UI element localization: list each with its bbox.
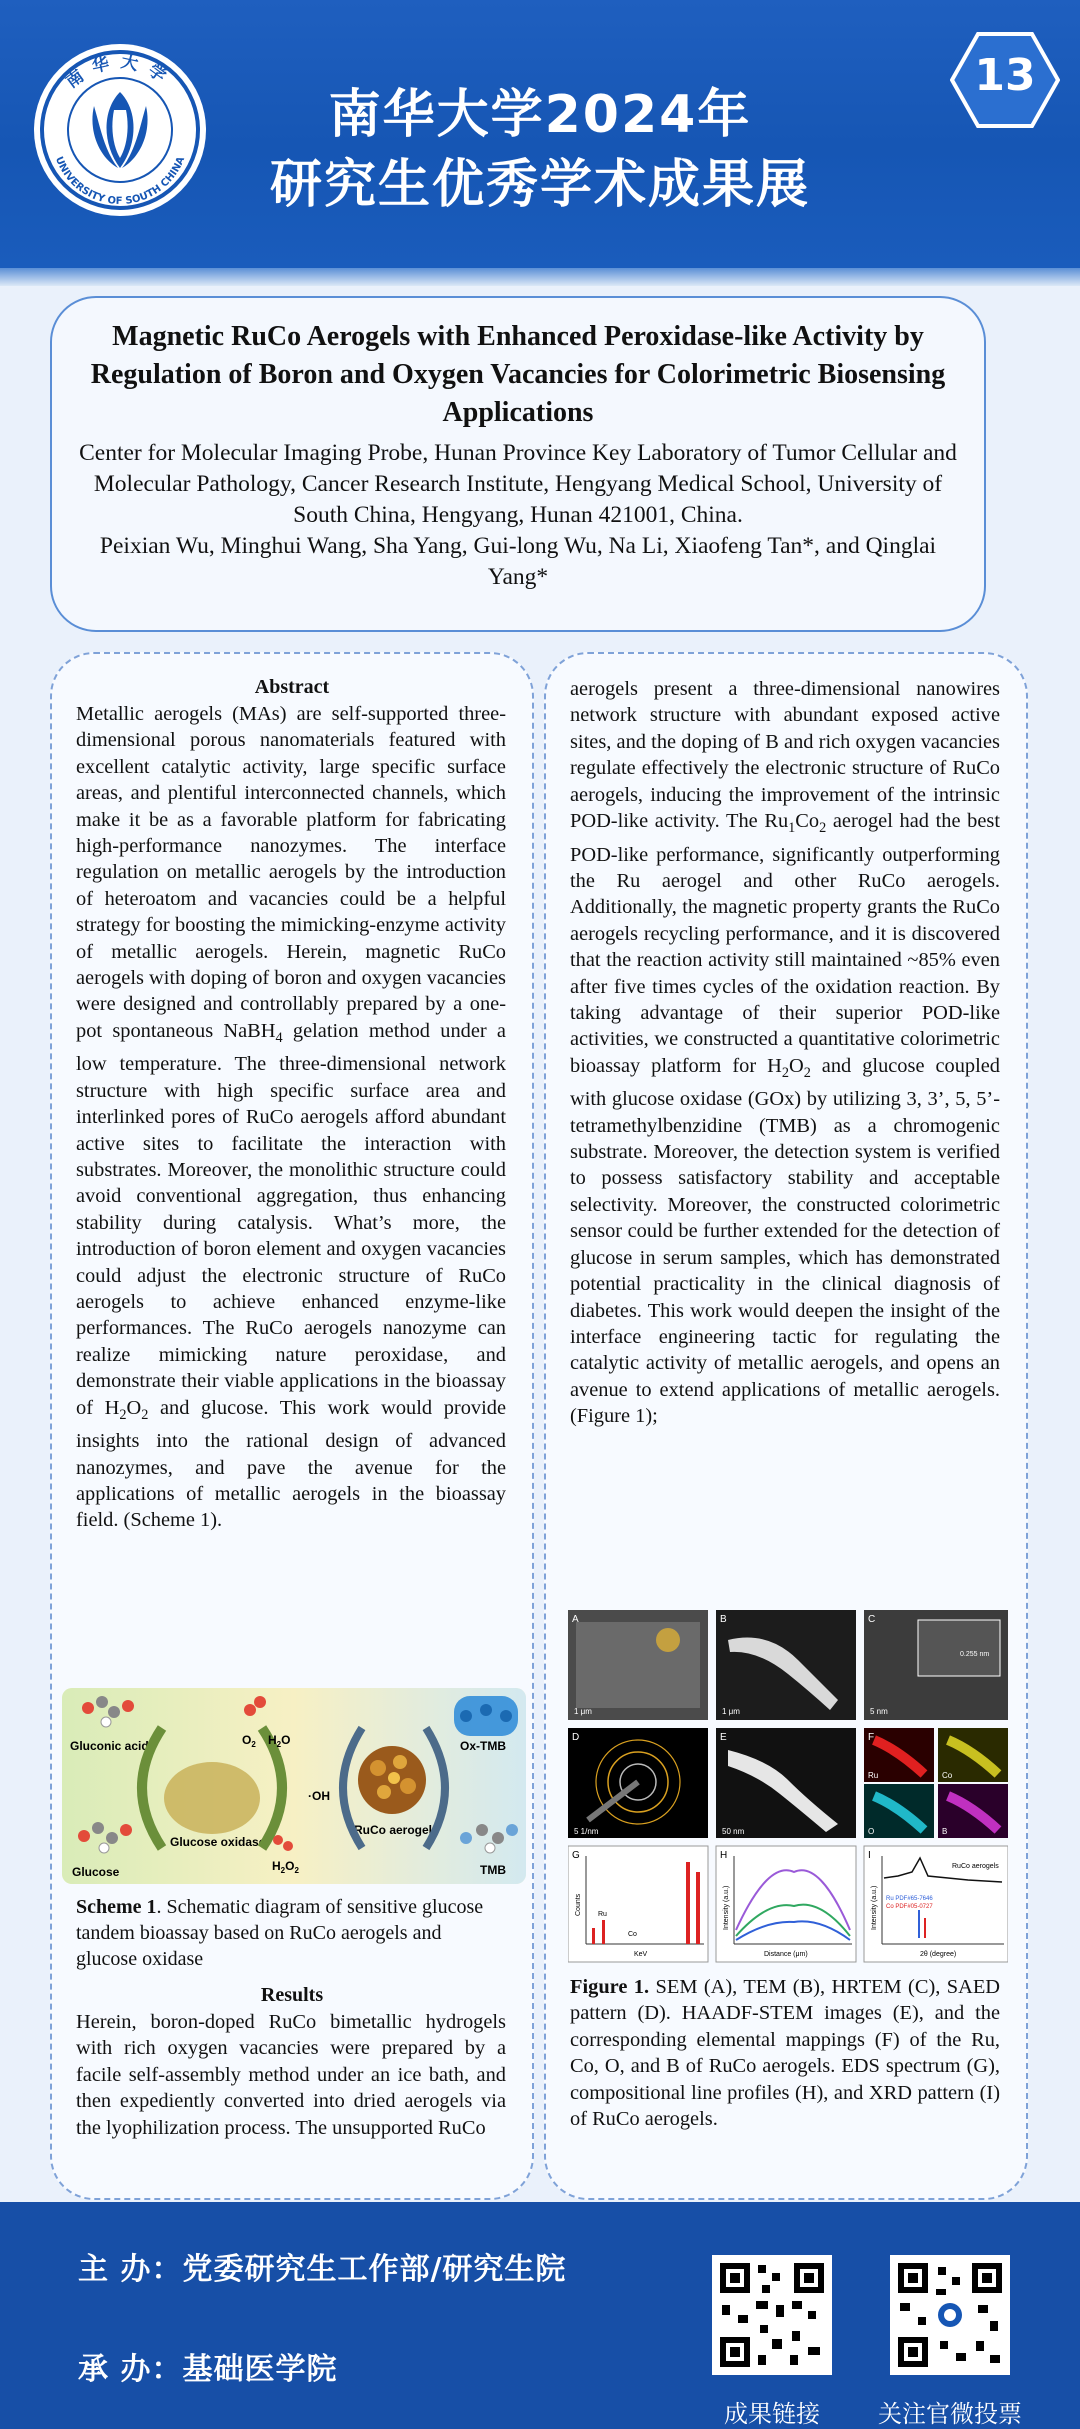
panel-d-scale: 5 1/nm bbox=[574, 1827, 599, 1836]
header-divider bbox=[0, 268, 1080, 286]
panel-b-label: B bbox=[720, 1614, 727, 1625]
panel-g-label: G bbox=[572, 1850, 580, 1861]
xrd-ref-ru: Ru PDF#65-7646 bbox=[886, 1896, 933, 1902]
panel-c-label: C bbox=[868, 1614, 876, 1625]
eds-peak-ru: Ru bbox=[598, 1911, 607, 1918]
results-heading: Results bbox=[260, 1984, 324, 2006]
left-column bbox=[50, 652, 534, 2200]
map-o-label: O bbox=[868, 1827, 875, 1836]
scheme-1-diagram bbox=[62, 1688, 526, 1884]
poster-number: 13 bbox=[974, 50, 1036, 101]
panel-i-label: I bbox=[868, 1850, 871, 1861]
right-column bbox=[544, 652, 1028, 2200]
map-ru-label: Ru bbox=[868, 1771, 879, 1780]
exhibition-title-line2: 研究生优秀学术成果展 bbox=[269, 155, 810, 215]
ox-tmb-molecule bbox=[454, 1696, 518, 1736]
results-text: Herein, boron-doped RuCo bimetallic hydrogels with rich oxygen vacancies were prepared by a facile self-assembly method under an ice bath, and then expediently converted into dried aerogels via the lyophilization process. The unsupported RuCo bbox=[76, 2011, 506, 2139]
paper-authors: Peixian Wu, Minghui Wang, Sha Yang, Gui-long Wu, Na Li, Xiaofeng Tan*, and Qinglai Yang* bbox=[99, 533, 937, 590]
figure-1-caption: Figure 1. SEM (A), TEM (B), HRTEM (C), SAED pattern (D). HAADF-STEM images (E), and the corresponding elemental mappings (F) of the Ru, Co, O, and B of RuCo aerogels. EDS spectrum (G), compositional line profiles (H), and XRD pattern (I) of RuCo aerogels. bbox=[570, 1976, 1000, 2131]
abstract-text: Metallic aerogels (MAs) are self-supported three-dimensional porous nanomaterials featured with excellent catalytic activity, large specific surface areas, and plentiful interconnected channels, which make it be as a favorable platform for fabricating high-performance nanozymes. The interface regulation on metallic aerogels by the introduction of heteroatom and vacancies could be a helpful strategy for boosting the mimicking-enzyme activity of metallic aerogels. Herein, magnetic RuCo aerogels with doping of boron and oxygen vacancies were designed and controllably prepared by a one-pot spontaneous NaBH$_4$ gelation method under a low temperature. The three-dimensional network structure with high specific surface area and interlinked pores of RuCo aerogels afford abundant active sites to facilitate the interaction with substrates. Moreover, the monolithic structure could avoid conventional aggregation, thus enhancing stability during catalysis. What’s more, the introduction of boron element and oxygen vacancies could adjust the electronic structure of RuCo aerogels to achieve enhanced enzyme-like performances. The RuCo aerogels nanozyme can realize mimicking nature peroxidase, and demonstrate their viable applications in the bioassay of $H_2O_2$ and glucose. This work would provide insights into the rational design of advanced nanozymes, and pave the avenue for the applications of metallic aerogels in the bioassay field. (Scheme 1). bbox=[76, 703, 506, 1532]
scheme-caption: Scheme 1. Schematic diagram of sensitive glucose tandem bioassay based on RuCo aerogels and glucose oxidase bbox=[76, 1896, 484, 1970]
label-h2o2: $H_2O_2$ bbox=[272, 1859, 299, 1875]
paper-title-box bbox=[50, 296, 986, 632]
panel-c-lattice: 0.255 nm bbox=[960, 1651, 990, 1658]
panel-b-scale: 1 μm bbox=[722, 1707, 740, 1716]
line-profile-xlabel: Distance (μm) bbox=[764, 1951, 808, 1958]
panel-c-scale: 5 nm bbox=[870, 1707, 888, 1716]
footer-host: 主 办：党委研究生工作部/研究生院 bbox=[78, 2252, 567, 2287]
qr-code-achievement-link[interactable] bbox=[712, 2255, 832, 2375]
panel-h-line-profile bbox=[716, 1846, 856, 1962]
qr-label-official-account: 关注官微投票 bbox=[878, 2400, 1022, 2428]
qr-label-achievement-link: 成果链接 bbox=[724, 2400, 820, 2428]
ruco-aerogel-cluster bbox=[358, 1746, 426, 1814]
panel-a-label: A bbox=[572, 1614, 579, 1625]
label-glucose-oxidase: Glucose oxidase bbox=[170, 1835, 266, 1849]
abstract-heading: Abstract bbox=[254, 676, 330, 698]
panel-h-label: H bbox=[720, 1850, 728, 1861]
panel-d-label: D bbox=[572, 1732, 580, 1743]
label-ruco-aerogels: RuCo aerogels bbox=[354, 1823, 439, 1837]
xrd-xlabel: 2θ (degree) bbox=[920, 1951, 957, 1958]
label-tmb: TMB bbox=[480, 1863, 506, 1877]
paper-affiliation: Center for Molecular Imaging Probe, Hunan Province Key Laboratory of Tumor Cellular and Molecular Pathology, Cancer Research Institute, Hengyang Medical School, University of South China, Hengyang, Hunan 421001, China. bbox=[79, 440, 957, 528]
eds-xlabel: KeV bbox=[634, 1951, 648, 1958]
eds-ylabel: Counts bbox=[575, 1893, 582, 1916]
label-hydroxyl: ·OH bbox=[308, 1789, 330, 1803]
label-gluconic-acid: Gluconic acid bbox=[70, 1739, 149, 1753]
panel-e-scale: 50 nm bbox=[722, 1827, 745, 1836]
panel-e-label: E bbox=[720, 1732, 727, 1743]
xrd-legend: RuCo aerogels bbox=[952, 1863, 999, 1870]
label-ox-tmb: Ox-TMB bbox=[460, 1739, 506, 1753]
xrd-ylabel: Intensity (a.u.) bbox=[871, 1885, 878, 1930]
eds-peak-co: Co bbox=[628, 1931, 637, 1938]
logo-text-bottom: UNIVERSITY OF SOUTH CHINA bbox=[52, 155, 188, 208]
label-h2o: $H_2O$ bbox=[268, 1733, 291, 1749]
label-glucose: Glucose bbox=[72, 1865, 120, 1879]
qr-code-official-account[interactable] bbox=[890, 2255, 1010, 2375]
exhibition-title-line1: 南华大学2024年 bbox=[328, 85, 752, 145]
label-o2: $O_2$ bbox=[242, 1733, 256, 1749]
panel-f-label: F bbox=[868, 1732, 875, 1743]
xrd-ref-co: Co PDF#05-0727 bbox=[886, 1904, 933, 1910]
map-b-label: B bbox=[942, 1827, 948, 1836]
glucose-oxidase-enzyme bbox=[164, 1762, 260, 1834]
map-co-label: Co bbox=[942, 1771, 953, 1780]
results-continued-text: aerogels present a three-dimensional nanowires network structure with abundant exposed active sites, and the doping of B and rich oxygen vacancies regulate effectively the electronic structure of RuCo aerogels, inducing the improvement of the intrinsic POD-like activity. The $Ru_1Co_2$ aerogel had the best POD-like performance, significantly outperforming the Ru aerogel and other RuCo aerogels. Additionally, the magnetic property grants the RuCo aerogels recycling performance, and it is discovered that the reaction activity still maintained ~85% even after five times cycles of the oxidation reaction. By taking advantage of their superior POD-like activities, we constructed a quantitative colorimetric bioassay platform for $H_2O_2$ and glucose coupled with glucose oxidase (GOx) by utilizing 3, 3’, 5, 5’-tetramethylbenzidine (TMB) as a chromogenic substrate. Moreover, the detection system is verified to possess satisfactory stability and acceptable selectivity. Moreover, the constructed colorimetric sensor could be further extended for the detection of glucose in serum samples, which has demonstrated potential practicality in the clinical diagnosis of diabetes. This work would deepen the insight of the interface engineering tactic for regulating the catalytic activity of metallic aerogels, and opens an avenue to extend applications of metallic aerogels.(Figure 1); bbox=[570, 678, 1000, 1428]
logo-text-top: 南华大学 bbox=[62, 51, 178, 93]
paper-title: Magnetic RuCo Aerogels with Enhanced Peroxidase-like Activity by Regulation of Boron and Oxygen Vacancies for Colorimetric Biosensing Applications bbox=[90, 321, 946, 428]
footer-organizer: 承 办：基础医学院 bbox=[78, 2352, 338, 2387]
panel-f-mappings bbox=[864, 1728, 1008, 1838]
panel-a-scale: 1 μm bbox=[574, 1707, 592, 1716]
line-profile-ylabel: Intensity (a.u.) bbox=[723, 1885, 730, 1930]
